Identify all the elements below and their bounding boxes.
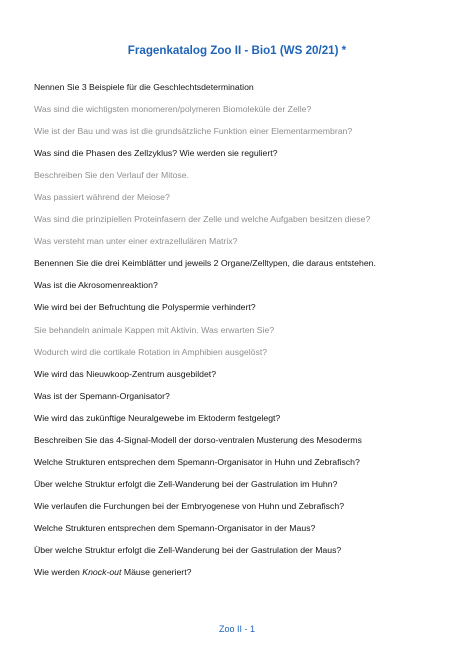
question-item: Sie behandeln animale Kappen mit Aktivin. Was erwarten Sie? bbox=[34, 324, 275, 335]
question-item: Was sind die prinzipiellen Proteinfasern der Zelle und welche Aufgaben besitzen diese? bbox=[34, 214, 371, 225]
question-item: Wodurch wird die cortikale Rotation in Amphibien ausgelöst? bbox=[34, 346, 268, 357]
question-item: Wie wird das Nieuwkoop-Zentrum ausgebildet? bbox=[34, 368, 217, 379]
question-text-emphasis: Knock-out bbox=[82, 567, 122, 578]
question-item: Was sind die wichtigsten monomeren/polymeren Biomoleküle der Zelle? bbox=[34, 104, 312, 115]
question-item: Wie verlaufen die Furchungen bei der Embryogenese von Huhn und Zebrafisch? bbox=[34, 500, 345, 511]
question-item: Was passiert während der Meiose? bbox=[34, 192, 170, 203]
question-item: Beschreiben Sie den Verlauf der Mitose. bbox=[34, 170, 190, 181]
question-item: Welche Strukturen entsprechen dem Spemann-Organisator in Huhn und Zebrafisch? bbox=[34, 456, 360, 467]
question-item bbox=[34, 565, 444, 587]
question-item: Was versteht man unter einer extrazellulären Matrix? bbox=[34, 236, 238, 247]
question-item: Wie ist der Bau und was ist die grundsätzliche Funktion einer Elementarmembran? bbox=[34, 126, 353, 137]
page-title: Fragenkatalog Zoo II - Bio1 (WS 20/21) * bbox=[127, 44, 347, 57]
question-item: Beschreiben Sie das 4-Signal-Modell der dorso-ventralen Musterung des Mesoderms bbox=[34, 434, 362, 445]
question-item: Nennen Sie 3 Beispiele für die Geschlechtsdetermination bbox=[34, 82, 254, 92]
question-item: Welche Strukturen entsprechen dem Spemann-Organisator in der Maus? bbox=[34, 522, 316, 533]
question-list bbox=[34, 80, 444, 587]
question-item: Benennen Sie die drei Keimblätter und jeweils 2 Organe/Zelltypen, die daraus entstehen. bbox=[34, 258, 376, 269]
question-text-after: Mäuse generiert? bbox=[121, 567, 192, 578]
page-footer: Zoo II - 1 bbox=[218, 624, 255, 634]
question-item: Was ist der Spemann-Organisator? bbox=[34, 390, 170, 401]
question-item: Wie wird das zukünftige Neuralgewebe im Ektoderm festgelegt? bbox=[34, 412, 281, 423]
question-text-before: Wie werden bbox=[34, 567, 83, 578]
question-item: Wie wird bei der Befruchtung die Polyspermie verhindert? bbox=[34, 302, 256, 313]
question-item: Was ist die Akrosomenreaktion? bbox=[34, 280, 158, 291]
question-item: Über welche Struktur erfolgt die Zell-Wanderung bei der Gastrulation der Maus? bbox=[34, 544, 342, 555]
question-item: Über welche Struktur erfolgt die Zell-Wanderung bei der Gastrulation im Huhn? bbox=[34, 478, 338, 489]
question-item: Was sind die Phasen des Zellzyklus? Wie werden sie reguliert? bbox=[34, 148, 278, 159]
